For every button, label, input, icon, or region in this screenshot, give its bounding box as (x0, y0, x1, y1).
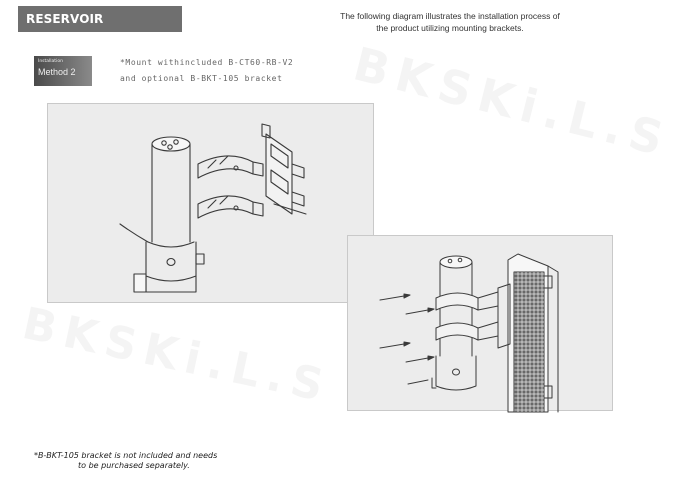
diagram-panel-radiator-mount (347, 235, 613, 411)
diagram-panel-bracket-mount (47, 103, 374, 303)
intro-line-2: the product utilizing mounting brackets. (376, 23, 524, 33)
mount-note-line-1: *Mount withincluded B-CT60-RB-V2 (120, 58, 294, 67)
section-title: RESERVOIR MOUNTING* (18, 6, 182, 32)
footnote-line-2: to be purchased separately. (78, 461, 190, 470)
mounting-bracket (262, 124, 306, 214)
intro-text (290, 10, 610, 34)
mounting-screws (380, 294, 434, 384)
reservoir-clamps (436, 284, 510, 348)
watermark: BKSKi.L.S (18, 297, 336, 414)
footnote-line-1: *B-BKT-105 bracket is not included and needs (34, 451, 218, 460)
intro-line-1: The following diagram illustrates the installation process of (340, 11, 560, 21)
reservoir-radiator-illustration (348, 236, 614, 412)
upper-clamp (198, 156, 263, 178)
reservoir-tube (120, 137, 204, 292)
radiator (508, 254, 558, 412)
method-badge (34, 56, 92, 86)
footnote (34, 451, 294, 471)
mount-note-line-2: and optional B-BKT-105 bracket (120, 74, 283, 83)
reservoir-bracket-illustration (48, 104, 375, 304)
method-label: Method 2 (38, 67, 76, 77)
mount-note (120, 55, 360, 87)
watermark: BKSKi.L.S (348, 36, 676, 168)
lower-clamp (198, 196, 263, 218)
method-small-label: Installation (38, 59, 63, 64)
